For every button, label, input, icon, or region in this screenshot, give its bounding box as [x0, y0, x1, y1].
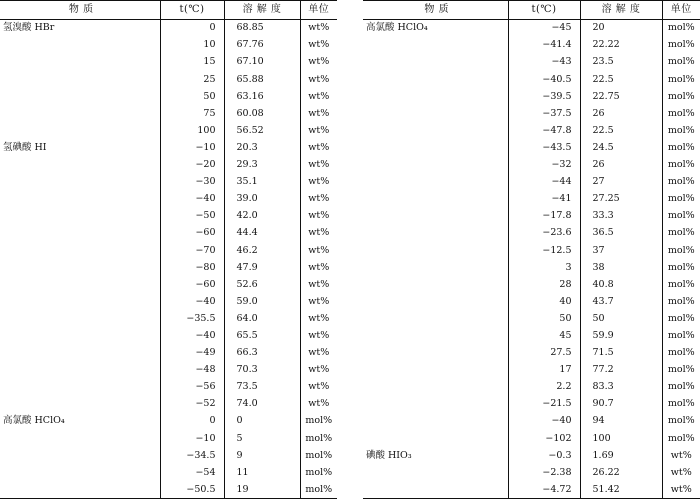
substance-cell — [363, 310, 508, 327]
unit-cell: wt% — [670, 483, 692, 495]
temperature-cell: 100 — [160, 122, 224, 139]
solubility-cell: 50 — [580, 310, 662, 327]
table-row — [0, 361, 337, 378]
unit-cell: wt% — [308, 39, 330, 51]
table-row — [363, 225, 700, 242]
solubility-cell: 22.5 — [580, 122, 662, 139]
solubility-cell: 27 — [580, 173, 662, 190]
temperature-cell: 75 — [160, 105, 224, 122]
unit-cell: wt% — [308, 176, 330, 188]
solubility-cell: 23.5 — [580, 54, 662, 71]
substance-cell — [0, 242, 160, 259]
unit-cell: mol% — [667, 312, 695, 324]
table-row — [363, 122, 700, 139]
substance-cell — [363, 37, 508, 54]
solubility-table-left — [0, 0, 337, 499]
table-row — [363, 88, 700, 105]
table-row — [363, 310, 700, 327]
solubility-cell: 66.3 — [224, 344, 300, 361]
temperature-cell: −12.5 — [508, 242, 580, 259]
solubility-cell: 22.75 — [580, 88, 662, 105]
solubility-cell: 38 — [580, 259, 662, 276]
table-row — [363, 396, 700, 413]
solubility-cell: 22.5 — [580, 71, 662, 88]
solubility-cell: 19 — [224, 481, 300, 499]
table-row — [363, 71, 700, 88]
substance-cell — [0, 310, 160, 327]
substance-cell — [363, 105, 508, 122]
table-row — [0, 396, 337, 413]
temperature-cell: −2.38 — [508, 464, 580, 481]
substance-cell: 氢碘酸 HI — [3, 141, 47, 153]
table-row — [0, 327, 337, 344]
substance-cell: 高氯酸 HClO₄ — [366, 22, 428, 34]
temperature-cell: −60 — [160, 225, 224, 242]
substance-cell: 氢溴酸 HBr — [3, 22, 55, 34]
temperature-cell: 50 — [160, 88, 224, 105]
solubility-cell: 90.7 — [580, 396, 662, 413]
unit-cell: wt% — [308, 159, 330, 171]
temperature-cell: 10 — [160, 37, 224, 54]
table-row — [363, 156, 700, 173]
substance-cell — [363, 156, 508, 173]
temperature-cell: −54 — [160, 464, 224, 481]
substance-cell — [0, 361, 160, 378]
table-header — [0, 1, 337, 20]
unit-cell: mol% — [667, 210, 695, 222]
table-row — [363, 54, 700, 71]
temperature-cell: −41.4 — [508, 37, 580, 54]
substance-cell — [363, 464, 508, 481]
solubility-cell: 33.3 — [580, 208, 662, 225]
solubility-cell: 73.5 — [224, 378, 300, 395]
substance-cell — [363, 413, 508, 430]
solubility-cell: 64.0 — [224, 310, 300, 327]
table-row — [363, 208, 700, 225]
table-row — [363, 481, 700, 499]
temperature-cell: −37.5 — [508, 105, 580, 122]
substance-cell — [0, 344, 160, 361]
unit-cell: mol% — [667, 141, 695, 153]
substance-cell — [0, 190, 160, 207]
substance-cell — [363, 481, 508, 499]
substance-cell — [363, 361, 508, 378]
unit-cell: mol% — [667, 73, 695, 85]
solubility-cell: 44.4 — [224, 225, 300, 242]
temperature-cell: −23.6 — [508, 225, 580, 242]
unit-cell: wt% — [308, 124, 330, 136]
substance-cell — [363, 259, 508, 276]
solubility-cell: 39.0 — [224, 190, 300, 207]
solubility-cell: 67.76 — [224, 37, 300, 54]
table-row — [0, 344, 337, 361]
table-row — [363, 464, 700, 481]
table-row — [363, 173, 700, 190]
table-row — [363, 105, 700, 122]
unit-cell: mol% — [667, 244, 695, 256]
unit-cell: wt% — [308, 141, 330, 153]
substance-cell — [0, 208, 160, 225]
solubility-cell: 47.9 — [224, 259, 300, 276]
solubility-cell: 68.85 — [224, 19, 300, 37]
table-body — [363, 19, 700, 499]
unit-cell: wt% — [308, 295, 330, 307]
table-row — [363, 276, 700, 293]
header-solubility: 溶 解 度 — [580, 1, 662, 20]
unit-cell: wt% — [308, 261, 330, 273]
substance-cell: 碘酸 HIO₃ — [366, 449, 412, 461]
substance-cell — [363, 430, 508, 447]
unit-cell: mol% — [305, 483, 333, 495]
substance-cell — [0, 396, 160, 413]
solubility-cell: 9 — [224, 447, 300, 464]
solubility-cell: 26 — [580, 105, 662, 122]
table-row — [0, 156, 337, 173]
solubility-cell: 59.9 — [580, 327, 662, 344]
substance-cell — [0, 481, 160, 499]
temperature-cell: 50 — [508, 310, 580, 327]
solubility-cell: 83.3 — [580, 378, 662, 395]
header-substance: 物 质 — [424, 3, 450, 15]
table-row — [0, 173, 337, 190]
solubility-cell: 67.10 — [224, 54, 300, 71]
substance-cell: 高氯酸 HClO₄ — [3, 415, 65, 427]
table-row — [0, 190, 337, 207]
table-row — [363, 430, 700, 447]
solubility-cell: 1.69 — [580, 447, 662, 464]
substance-cell — [363, 54, 508, 71]
unit-cell: wt% — [308, 312, 330, 324]
substance-cell — [0, 105, 160, 122]
table-header — [363, 1, 700, 20]
substance-cell — [363, 225, 508, 242]
substance-cell — [0, 327, 160, 344]
table-row — [0, 19, 337, 37]
solubility-cell: 65.88 — [224, 71, 300, 88]
solubility-cell: 20 — [580, 19, 662, 37]
solubility-cell: 46.2 — [224, 242, 300, 259]
temperature-cell: −43 — [508, 54, 580, 71]
table-row — [0, 447, 337, 464]
solubility-cell: 5 — [224, 430, 300, 447]
unit-cell: wt% — [308, 73, 330, 85]
unit-cell: mol% — [667, 159, 695, 171]
table-row — [0, 88, 337, 105]
temperature-cell: −102 — [508, 430, 580, 447]
solubility-cell: 35.1 — [224, 173, 300, 190]
header-temperature: t(℃) — [160, 1, 224, 20]
unit-cell: mol% — [305, 466, 333, 478]
solubility-cell: 65.5 — [224, 327, 300, 344]
temperature-cell: 25 — [160, 71, 224, 88]
solubility-cell: 56.52 — [224, 122, 300, 139]
unit-cell: wt% — [308, 329, 330, 341]
substance-cell — [0, 378, 160, 395]
unit-cell: mol% — [667, 381, 695, 393]
unit-cell: wt% — [308, 56, 330, 68]
solubility-cell: 63.16 — [224, 88, 300, 105]
unit-cell: wt% — [308, 347, 330, 359]
table-row — [0, 208, 337, 225]
solubility-cell: 100 — [580, 430, 662, 447]
unit-cell: wt% — [308, 381, 330, 393]
unit-cell: wt% — [308, 107, 330, 119]
solubility-cell: 36.5 — [580, 225, 662, 242]
temperature-cell: 28 — [508, 276, 580, 293]
temperature-cell: 45 — [508, 327, 580, 344]
header-solubility: 溶 解 度 — [224, 1, 300, 20]
temperature-cell: −48 — [160, 361, 224, 378]
unit-cell: wt% — [308, 193, 330, 205]
unit-cell: wt% — [308, 398, 330, 410]
substance-cell — [363, 378, 508, 395]
header-unit: 单位 — [308, 3, 330, 15]
solubility-cell: 70.3 — [224, 361, 300, 378]
substance-cell — [0, 464, 160, 481]
substance-cell — [363, 327, 508, 344]
solubility-cell: 26 — [580, 156, 662, 173]
unit-cell: mol% — [667, 398, 695, 410]
temperature-cell: −32 — [508, 156, 580, 173]
unit-cell: mol% — [667, 415, 695, 427]
header-temperature: t(℃) — [508, 1, 580, 20]
temperature-cell: −10 — [160, 430, 224, 447]
temperature-cell: −44 — [508, 173, 580, 190]
table-row — [0, 259, 337, 276]
unit-cell: wt% — [308, 210, 330, 222]
temperature-cell: −50.5 — [160, 481, 224, 499]
substance-cell — [0, 173, 160, 190]
solubility-cell: 37 — [580, 242, 662, 259]
table-row — [0, 225, 337, 242]
substance-cell — [363, 293, 508, 310]
header-substance: 物 质 — [68, 3, 94, 15]
temperature-cell: −70 — [160, 242, 224, 259]
temperature-cell: −39.5 — [508, 88, 580, 105]
solubility-cell: 27.25 — [580, 190, 662, 207]
unit-cell: wt% — [308, 22, 330, 34]
substance-cell — [0, 276, 160, 293]
solubility-cell: 24.5 — [580, 139, 662, 156]
unit-cell: wt% — [308, 227, 330, 239]
temperature-cell: −50 — [160, 208, 224, 225]
table-body — [0, 19, 337, 499]
solubility-cell: 22.22 — [580, 37, 662, 54]
substance-cell — [363, 173, 508, 190]
temperature-cell: 40 — [508, 293, 580, 310]
substance-cell — [0, 122, 160, 139]
temperature-cell: −56 — [160, 378, 224, 395]
solubility-cell: 11 — [224, 464, 300, 481]
substance-cell — [0, 225, 160, 242]
table-row — [0, 105, 337, 122]
temperature-cell: 15 — [160, 54, 224, 71]
unit-cell: mol% — [667, 193, 695, 205]
substance-cell — [363, 276, 508, 293]
temperature-cell: 17 — [508, 361, 580, 378]
solubility-cell: 74.0 — [224, 396, 300, 413]
temperature-cell: −80 — [160, 259, 224, 276]
substance-cell — [363, 190, 508, 207]
temperature-cell: 0 — [160, 19, 224, 37]
unit-cell: mol% — [305, 449, 333, 461]
solubility-cell: 59.0 — [224, 293, 300, 310]
temperature-cell: −40.5 — [508, 71, 580, 88]
temperature-cell: −40 — [160, 293, 224, 310]
table-row — [0, 378, 337, 395]
table-row — [363, 447, 700, 464]
substance-cell — [363, 344, 508, 361]
solubility-cell: 60.08 — [224, 105, 300, 122]
table-row — [0, 481, 337, 499]
temperature-cell: −40 — [160, 327, 224, 344]
solubility-cell: 40.8 — [580, 276, 662, 293]
unit-cell: mol% — [305, 432, 333, 444]
temperature-cell: −40 — [160, 190, 224, 207]
table-row — [363, 259, 700, 276]
unit-cell: wt% — [308, 244, 330, 256]
temperature-cell: −40 — [508, 413, 580, 430]
table-row — [363, 413, 700, 430]
table-row — [363, 361, 700, 378]
substance-cell — [363, 242, 508, 259]
solubility-cell: 43.7 — [580, 293, 662, 310]
unit-cell: mol% — [305, 415, 333, 427]
unit-cell: mol% — [667, 107, 695, 119]
temperature-cell: 0 — [160, 413, 224, 430]
substance-cell — [0, 430, 160, 447]
temperature-cell: 27.5 — [508, 344, 580, 361]
temperature-cell: −47.8 — [508, 122, 580, 139]
unit-cell: wt% — [308, 90, 330, 102]
substance-cell — [0, 447, 160, 464]
header-unit: 单位 — [670, 3, 692, 15]
temperature-cell: −17.8 — [508, 208, 580, 225]
substance-cell — [0, 259, 160, 276]
table-row — [363, 37, 700, 54]
unit-cell: wt% — [308, 364, 330, 376]
unit-cell: wt% — [670, 449, 692, 461]
solubility-cell: 51.42 — [580, 481, 662, 499]
table-row — [0, 464, 337, 481]
temperature-cell: 2.2 — [508, 378, 580, 395]
temperature-cell: −4.72 — [508, 481, 580, 499]
substance-cell — [0, 37, 160, 54]
table-row — [0, 276, 337, 293]
table-row — [0, 122, 337, 139]
solubility-cell: 0 — [224, 413, 300, 430]
unit-cell: mol% — [667, 124, 695, 136]
temperature-cell: 3 — [508, 259, 580, 276]
unit-cell: mol% — [667, 90, 695, 102]
unit-cell: mol% — [667, 56, 695, 68]
solubility-cell: 20.3 — [224, 139, 300, 156]
unit-cell: wt% — [670, 466, 692, 478]
unit-cell: mol% — [667, 347, 695, 359]
substance-cell — [363, 122, 508, 139]
table-row — [363, 327, 700, 344]
table-row — [0, 37, 337, 54]
solubility-cell: 29.3 — [224, 156, 300, 173]
substance-cell — [0, 71, 160, 88]
temperature-cell: −20 — [160, 156, 224, 173]
table-row — [363, 190, 700, 207]
unit-cell: wt% — [308, 278, 330, 290]
unit-cell: mol% — [667, 432, 695, 444]
table-row — [0, 293, 337, 310]
temperature-cell: −30 — [160, 173, 224, 190]
table-row — [363, 139, 700, 156]
unit-cell: mol% — [667, 261, 695, 273]
temperature-cell: −34.5 — [160, 447, 224, 464]
substance-cell — [0, 54, 160, 71]
temperature-cell: −10 — [160, 139, 224, 156]
table-row — [363, 242, 700, 259]
table-row — [363, 378, 700, 395]
substance-cell — [363, 208, 508, 225]
solubility-cell: 52.6 — [224, 276, 300, 293]
substance-cell — [363, 396, 508, 413]
table-row — [363, 293, 700, 310]
temperature-cell: −41 — [508, 190, 580, 207]
unit-cell: mol% — [667, 295, 695, 307]
substance-cell — [363, 71, 508, 88]
temperature-cell: −49 — [160, 344, 224, 361]
solubility-cell: 26.22 — [580, 464, 662, 481]
unit-cell: mol% — [667, 39, 695, 51]
solubility-table-right — [363, 0, 700, 499]
substance-cell — [0, 156, 160, 173]
temperature-cell: −35.5 — [160, 310, 224, 327]
temperature-cell: −45 — [508, 19, 580, 37]
unit-cell: mol% — [667, 176, 695, 188]
unit-cell: mol% — [667, 227, 695, 239]
table-row — [0, 242, 337, 259]
substance-cell — [363, 88, 508, 105]
temperature-cell: −0.3 — [508, 447, 580, 464]
table-row — [0, 71, 337, 88]
unit-cell: mol% — [667, 278, 695, 290]
substance-cell — [0, 88, 160, 105]
temperature-cell: −60 — [160, 276, 224, 293]
table-row — [0, 54, 337, 71]
table-row — [0, 310, 337, 327]
table-row — [363, 344, 700, 361]
table-row — [363, 19, 700, 37]
unit-cell: mol% — [667, 22, 695, 34]
table-row — [0, 139, 337, 156]
temperature-cell: −21.5 — [508, 396, 580, 413]
solubility-cell: 94 — [580, 413, 662, 430]
solubility-cell: 77.2 — [580, 361, 662, 378]
unit-cell: mol% — [667, 329, 695, 341]
solubility-cell: 42.0 — [224, 208, 300, 225]
unit-cell: mol% — [667, 364, 695, 376]
substance-cell — [363, 139, 508, 156]
temperature-cell: −43.5 — [508, 139, 580, 156]
temperature-cell: −52 — [160, 396, 224, 413]
substance-cell — [0, 293, 160, 310]
solubility-cell: 71.5 — [580, 344, 662, 361]
table-row — [0, 413, 337, 430]
table-row — [0, 430, 337, 447]
